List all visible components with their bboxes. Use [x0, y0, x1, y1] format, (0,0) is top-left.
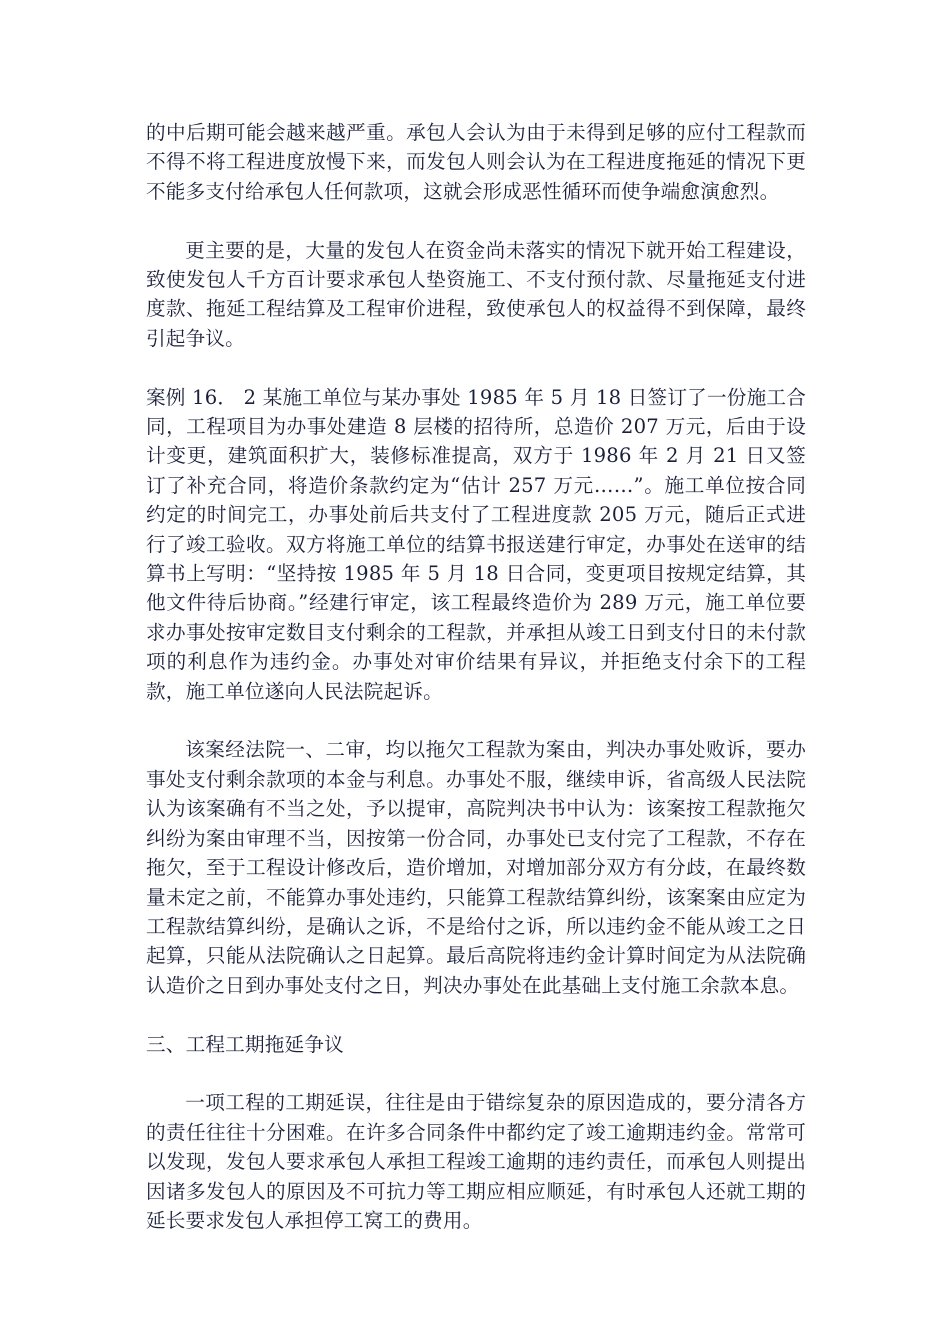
section-heading: 三、工程工期拖延争议 [146, 1032, 344, 1056]
document-body [146, 118, 806, 1235]
paragraph-payment-cycle: 的中后期可能会越来越严重。承包人会认为由于未得到足够的应付工程款而不得不将工程进度放慢下来，而发包人则会认为在工程进度拖延的情况下更不能多支付给承包人任何款项，这就会形成恶性循环而使争端愈演愈烈。 [146, 121, 806, 203]
paragraph-employer-funding: 更主要的是，大量的发包人在资金尚未落实的情况下就开始工程建设，致使发包人千方百计要求承包人垫资施工、不支付预付款、尽量拖延支付进度款、拖延工程结算及工程审价进程，致使承包人的权益得不到保障，最终引起争议。 [146, 238, 806, 350]
paragraph-court-ruling: 该案经法院一、二审，均以拖欠工程款为案由，判决办事处败诉，要办事处支付剩余款项的本金与利息。办事处不服，继续申诉，省高级人民法院认为该案确有不当之处，予以提审，高院判决书中认为：该案按工程款拖欠纠纷为案由审理不当，因按第一份合同，办事处已支付完了工程款，不存在拖欠，至于工程设计修改后，造价增加，对增加部分双方有分歧，在最终数量未定之前，不能算办事处违约，只能算工程款结算纠纷，该案案由应定为工程款结算纠纷，是确认之诉，不是给付之诉，所以违约金不能从竣工之日起算，只能从法院确认之日起算。最后高院将违约金计算时间定为从法院确认造价之日到办事处支付之日，判决办事处在此基础上支付施工余款本息。 [146, 738, 806, 997]
paragraph-case-16-2: 案例 16． 2 某施工单位与某办事处 1985 年 5 月 18 日签订了一份施工合同，工程项目为办事处建造 8 层楼的招待所，总造价 207 万元，后由于设计变更，建筑面积扩大，装修标准提高，双方于 1986 年 2 月 21 日又签订了补充合同，将造价条款约定为“估计 257 万元……”。施工单位按合同约定的时间完工，办事处前后共支付了工程进度款 205 万元，随后正式进行了竣工验收。双方将施工单位的结算书报送建行审定，办事处在送审的结算书上写明：“坚持按 1985 年 5 月 18 日合同，变更项目按规定结算，其他文件待后协商。”经建行审定，该工程最终造价为 289 万元，施工单位要求办事处按审定数目支付剩余的工程款，并承担从竣工日到支付日的未付款项的利息作为违约金。办事处对审价结果有异议，并拒绝支付余下的工程款，施工单位遂向人民法院起诉。 [146, 385, 806, 703]
paragraph-delay-disputes: 一项工程的工期延误，往往是由于错综复杂的原因造成的，要分清各方的责任往往十分困难。在许多合同条件中都约定了竣工逾期违约金。常常可以发现，发包人要求承包人承担工程竣工逾期的违约责任，而承包人则提出因诸多发包人的原因及不可抗力等工期应相应顺延，有时承包人还就工期的延长要求发包人承担停工窝工的费用。 [146, 1091, 806, 1232]
